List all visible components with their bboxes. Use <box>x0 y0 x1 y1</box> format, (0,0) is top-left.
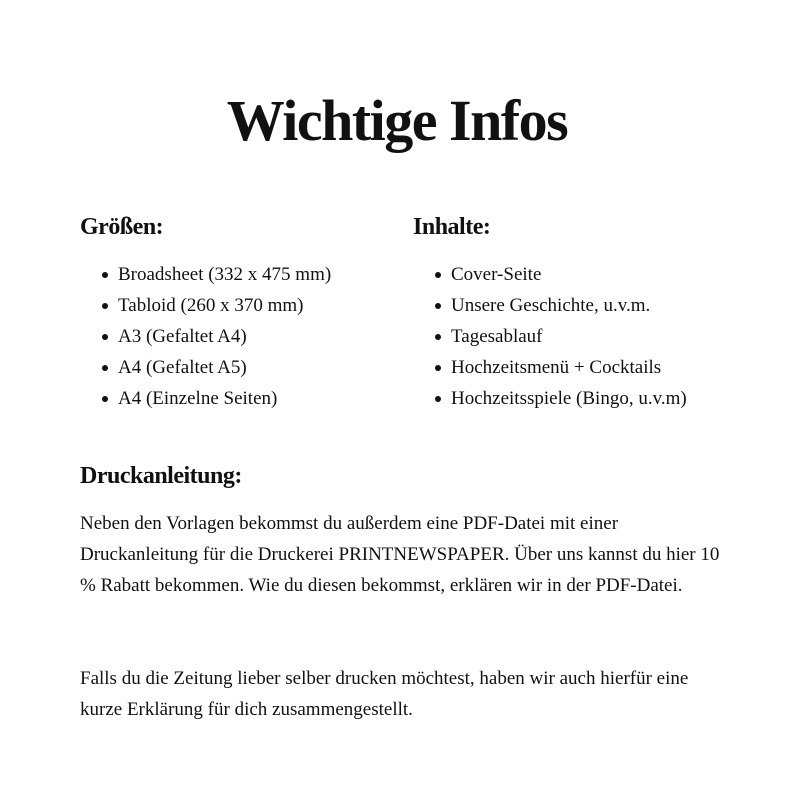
bullet-icon <box>102 396 108 402</box>
print-guide-paragraph-1: Neben den Vorlagen bekommst du außerdem eine PDF-Datei mit einer Druckanleitung für die Druckerei PRINTNEWSPAPER. Über uns kannst du hier 10 % Rabatt bekommen. Wie du diesen bekommst, erklären wir in der PDF-Datei. <box>80 513 720 596</box>
print-guide-heading: Druckanleitung: <box>80 463 242 489</box>
list-item-text: A4 (Gefaltet A5) <box>118 357 247 378</box>
list-item <box>433 290 687 321</box>
sizes-heading: Größen: <box>80 214 164 240</box>
list-item <box>433 352 687 383</box>
list-item-text: A3 (Gefaltet A4) <box>118 326 247 347</box>
list-item <box>433 259 687 290</box>
list-item <box>100 259 331 290</box>
contents-heading: Inhalte: <box>413 214 491 240</box>
sizes-list <box>100 259 331 414</box>
list-item-text: Cover-Seite <box>451 264 542 285</box>
bullet-icon <box>102 365 108 371</box>
list-item <box>433 321 687 352</box>
list-item <box>100 321 331 352</box>
contents-list <box>433 259 687 414</box>
bullet-icon <box>435 334 441 340</box>
list-item-text: A4 (Einzelne Seiten) <box>118 388 278 409</box>
bullet-icon <box>435 272 441 278</box>
list-item-text: Broadsheet (332 x 475 mm) <box>118 264 332 285</box>
list-item <box>433 383 687 414</box>
bullet-icon <box>102 303 108 309</box>
list-item <box>100 290 331 321</box>
list-item-text: Tagesablauf <box>451 326 543 347</box>
list-item-text: Hochzeitsmenü + Cocktails <box>451 357 662 378</box>
list-item <box>100 383 331 414</box>
bullet-icon <box>102 272 108 278</box>
list-item-text: Tabloid (260 x 370 mm) <box>118 295 304 316</box>
list-item-text: Hochzeitsspiele (Bingo, u.v.m) <box>451 388 687 409</box>
bullet-icon <box>435 365 441 371</box>
bullet-icon <box>435 396 441 402</box>
bullet-icon <box>435 303 441 309</box>
print-guide-paragraph-2: Falls du die Zeitung lieber selber drucken möchtest, haben wir auch hierfür eine kurze Erklärung für dich zusammengestellt. <box>80 668 689 720</box>
page-title: Wichtige Infos <box>226 88 568 153</box>
bullet-icon <box>102 334 108 340</box>
list-item <box>100 352 331 383</box>
list-item-text: Unsere Geschichte, u.v.m. <box>451 295 651 316</box>
